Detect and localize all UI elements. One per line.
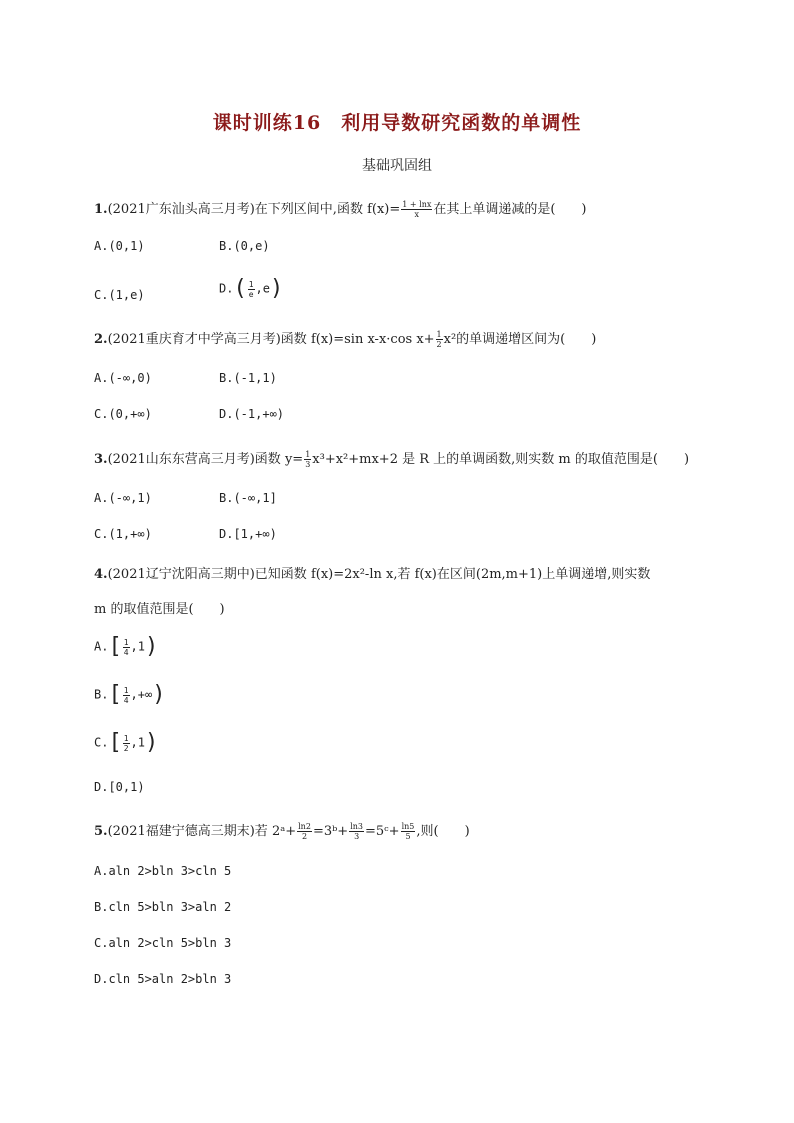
page-title: 课时训练16 利用导数研究函数的单调性 [212, 112, 582, 134]
option-c: C.(0,+∞) [94, 407, 152, 421]
fraction: $\frac{1}{2}$ [436, 330, 442, 349]
option-d: D.[0,1) [94, 780, 145, 794]
fraction: $\frac{\ln 5}{5}$ [401, 822, 415, 841]
fraction: $\frac{\ln 2}{2}$ [298, 822, 311, 841]
fraction: $\frac{\ln 3}{3}$ [350, 822, 364, 841]
option-b: B.[ $\frac{1}{4}$ ,+∞) [94, 682, 166, 707]
option-c: C.aln 2>cln 5>bln 3 [94, 936, 232, 950]
option-c: C.(1,+∞) [94, 527, 152, 541]
question-4-line2: m 的取值范围是( ) [94, 602, 225, 617]
question-1 [94, 198, 587, 219]
option-a: A.aln 2>bln 3>cln 5 [94, 864, 232, 878]
question-number: 3. [94, 452, 108, 467]
question-number: 4. [94, 567, 108, 582]
question-stem: (2021山东东营高三月考)函数 y= [107, 452, 304, 467]
question-4 [94, 563, 650, 582]
question-5: 5.(2021福建宁德高三期末)若 2ᵃ+ $\frac{\ln 2}{2}$ =3ᵇ+ $\frac{\ln 3}{3}$ =5ᶜ+ $\frac{\ln 5}{5}$ ,则( ) [94, 822, 470, 841]
option-a: A.(0,1) [94, 239, 145, 253]
option-b: B.(0,e) [219, 239, 270, 253]
question-number: 2. [94, 332, 108, 347]
option-d: D.cln 5>aln 2>bln 3 [94, 972, 232, 986]
question-stem: x³+x²+mx+2 是 R 上的单调函数,则实数 m 的取值范围是( ) [312, 452, 690, 467]
question-stem: (2021重庆育才中学高三月考)函数 f(x)=sin x-x·cos x+ [107, 332, 435, 347]
question-stem: (2021辽宁沈阳高三期中)已知函数 f(x)=2x²-ln x,若 f(x)在区间(2m,m+1)上单调递增,则实数 [107, 567, 651, 582]
fraction: $\frac{1 + \ln x}{x}$ [402, 200, 432, 219]
option-a: A.(-∞,1) [94, 491, 152, 505]
option-a: A.[ $\frac{1}{4}$ ,1) [94, 634, 159, 659]
fraction: $\frac{1}{3}$ [305, 450, 311, 469]
section-subtitle: 基础巩固组 [362, 158, 432, 174]
option-d: D.[1,+∞) [219, 527, 277, 541]
option-d: D.(-1,+∞) [219, 407, 285, 421]
question-number: 1. [94, 202, 108, 217]
option-d: D.( $\frac{1}{e}$ ,e) [219, 276, 284, 301]
question-number: 5. [94, 824, 108, 839]
question-2 [94, 328, 596, 349]
option-c: C.[ $\frac{1}{2}$ ,1) [94, 730, 159, 755]
question-3 [94, 448, 689, 469]
option-c: C.(1,e) [94, 288, 145, 302]
question-stem: x²的单调递增区间为( ) [443, 332, 597, 347]
option-b: B.(-∞,1] [219, 491, 277, 505]
question-stem: (2021广东汕头高三月考)在下列区间中,函数 f(x)= [107, 202, 401, 217]
option-b: B.(-1,1) [219, 371, 277, 385]
option-a: A.(-∞,0) [94, 371, 152, 385]
option-b: B.cln 5>bln 3>aln 2 [94, 900, 232, 914]
question-stem: 在其上单调递减的是( ) [433, 202, 587, 217]
